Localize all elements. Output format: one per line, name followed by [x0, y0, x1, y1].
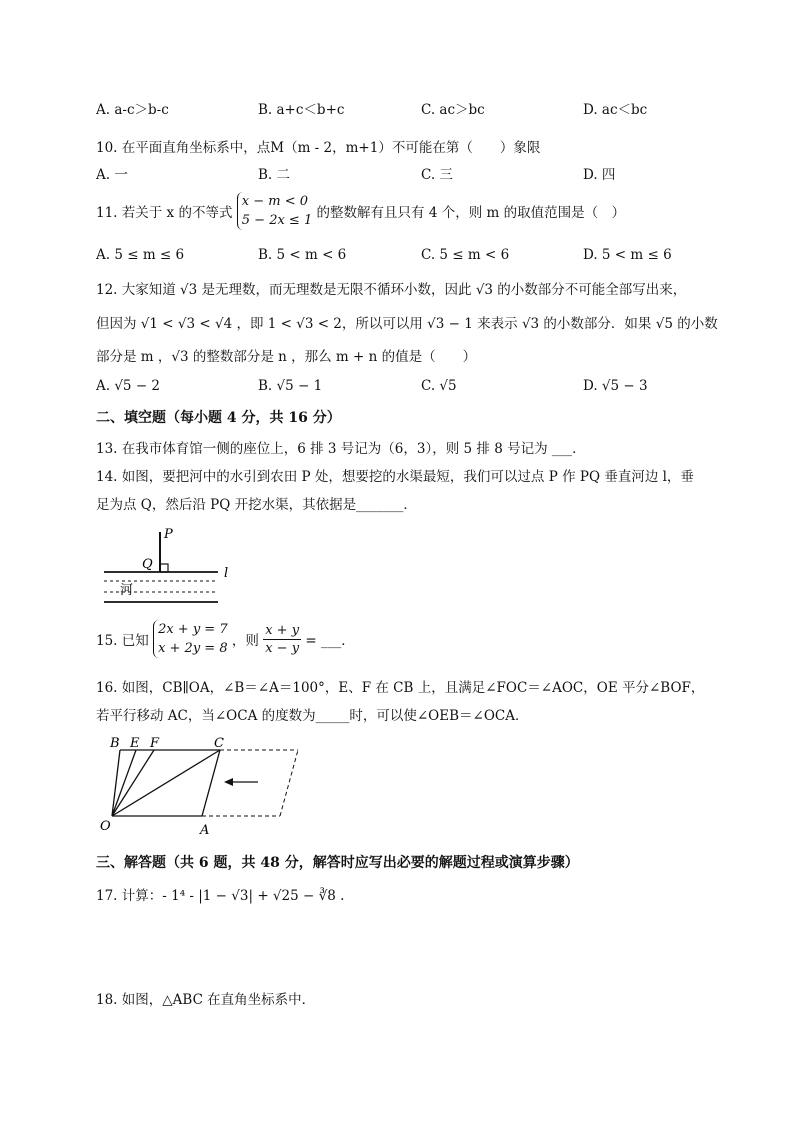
q9-option-a: A. a-c＞b-c: [96, 102, 169, 118]
q18-text: 18. 如图，△ABC 在直角坐标系中．: [96, 992, 316, 1008]
label-e: E: [130, 736, 140, 751]
q15-eq1: 2x + y = 7: [158, 622, 228, 637]
q14-river-figure: [96, 522, 246, 608]
label-c: C: [214, 736, 224, 751]
label-b: B: [110, 736, 120, 751]
section-3-heading: 三、解答题（共 6 题，共 48 分，解答时应写出必要的解题过程或演算步骤）: [96, 855, 579, 871]
q12-option-b: B. √5 − 1: [258, 378, 323, 394]
q12-line1: 12. 大家知道 √3 是无理数，而无理数是无限不循环小数，因此 √3 的小数部分不可能全部写出来，: [96, 282, 687, 298]
q15-denominator: x − y: [265, 640, 300, 656]
q11-eq1: x − m < 0: [241, 194, 309, 209]
q10-option-a: A. 一: [96, 167, 128, 183]
label-p: P: [164, 527, 173, 542]
q15-fraction: [263, 622, 301, 657]
q11-option-c: C. 5 ≤ m < 6: [421, 247, 510, 263]
q10-option-d: D. 四: [583, 167, 616, 183]
q11-suffix: 的整数解有且只有 4 个，则 m 的取值范围是（ ）: [316, 205, 626, 221]
q12-line3: 部分是 m ，√3 的整数部分是 n ，那么 m + n 的值是（ ）: [96, 349, 477, 365]
q10-text: 10. 在平面直角坐标系中，点M（m - 2，m+1）不可能在第（ ）象限: [96, 140, 541, 156]
q15-stem: [96, 620, 355, 658]
q11-inequality-system: [237, 192, 312, 230]
q9-option-c: C. ac＞bc: [421, 102, 485, 118]
label-l: l: [224, 566, 229, 581]
q11-option-a: A. 5 ≤ m ≤ 6: [96, 247, 185, 263]
q15-numerator: x + y: [265, 622, 300, 638]
label-f: F: [150, 736, 160, 751]
q10-option-b: B. 二: [258, 167, 291, 183]
q16-line1: 16. 如图，CB∥OA，∠B＝∠A＝100°，E、F 在 CB 上，且满足∠FOC＝∠AOC，OE 平分∠BOF，: [96, 680, 705, 696]
segment-oc: [112, 750, 220, 816]
q11-option-b: B. 5 < m < 6: [258, 247, 347, 263]
move-arrow-icon: [224, 778, 233, 786]
q9-option-b: B. a+c＜b+c: [258, 102, 345, 118]
q15-suffix: = ___．: [305, 633, 355, 649]
q15-eq2: x + 2y = 8: [158, 641, 228, 656]
q11-eq2: 5 − 2x ≤ 1: [241, 213, 313, 228]
q12-line2: 但因为 √1 < √3 < √4 ，即 1 < √3 < 2，所以可以用 √3 − 1 来表示 √3 的小数部分．如果 √5 的小数: [96, 316, 718, 332]
q9-option-d: D. ac＜bc: [583, 102, 648, 118]
q16-trapezoid-figure: [96, 732, 306, 840]
label-a: A: [200, 823, 210, 838]
label-q: Q: [142, 557, 153, 572]
q13-text: 13. 在我市体育馆一侧的座位上，6 排 3 号记为（6，3），则 5 排 8 号记为 ___．: [96, 441, 586, 457]
q12-option-a: A. √5 − 2: [96, 378, 161, 394]
q17-text: 17. 计算：- 1⁴ - |1 − √3| + √25 − ∛8 .: [96, 888, 345, 904]
q12-option-d: D. √5 − 3: [583, 378, 648, 394]
q10-option-c: C. 三: [421, 167, 453, 183]
q16-line2: 若平行移动 AC，当∠OCA 的度数为_____时，可以使∠OEB＝∠OCA．: [96, 708, 529, 724]
label-river: 河: [120, 583, 134, 598]
q15-mid: ，则: [231, 633, 259, 649]
section-2-heading: 二、填空题（每小题 4 分，共 16 分）: [96, 410, 341, 426]
q14-line1: 14. 如图，要把河中的水引到农田 P 处，想要挖的水渠最短，我们可以过点 P 作 PQ 垂直河边 l，垂: [96, 469, 694, 485]
dashed-moved-ac: [280, 750, 298, 816]
q11-stem: [96, 192, 625, 230]
label-o: O: [100, 819, 111, 834]
q11-option-d: D. 5 < m ≤ 6: [583, 247, 672, 263]
q11-prefix: 11. 若关于 x 的不等式: [96, 205, 233, 221]
q15-equation-system: [153, 620, 228, 658]
q14-line2: 足为点 Q，然后沿 PQ 开挖水渠，其依据是_______．: [96, 497, 417, 513]
right-angle-mark: [160, 564, 168, 572]
q12-option-c: C. √5: [421, 378, 457, 394]
q15-prefix: 15. 已知: [96, 633, 149, 649]
